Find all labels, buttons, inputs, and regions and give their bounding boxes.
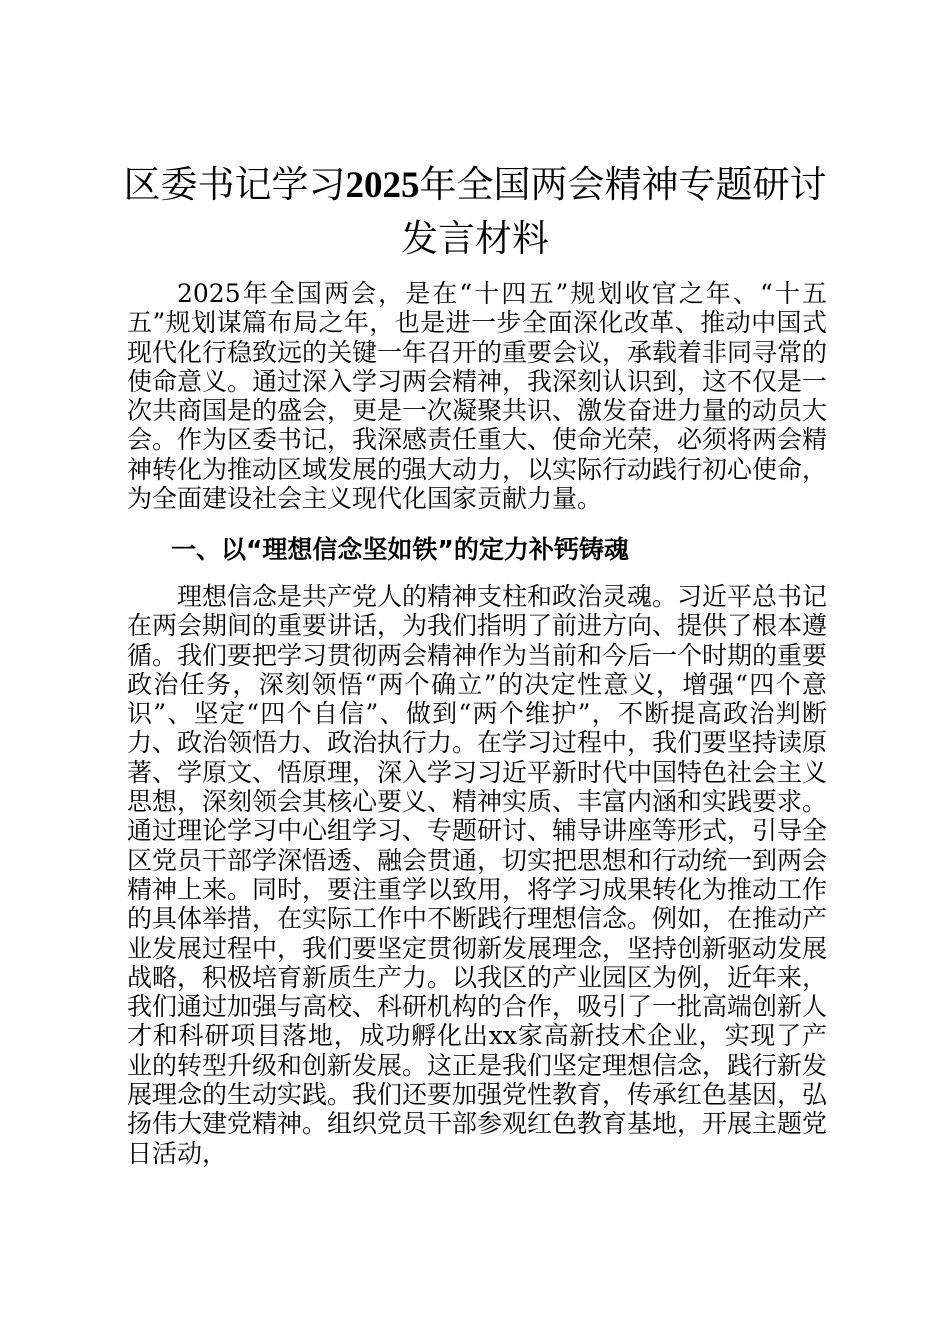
title-suffix: 年全国两会精神专题研讨发言材料 — [401, 163, 827, 260]
title-prefix: 区委书记学习 — [123, 163, 346, 206]
intro-paragraph: 2025年全国两会，是在“十四五”规划收官之年、“十五五”规划谋篇布局之年，也是进一步全面深化改革、推动中国式现代化行稳致远的关键一年召开的重要会议，承载着非同寻常的使命意义。通过深入学习两会精神，我深刻认识到，这不仅是一次共商国是的盛会，更是一次凝聚共识、激发奋进力量的动员大会。作为区委书记，我深感责任重大、使命光荣，必须将两会精神转化为推动区域发展的强大动力，以实际行动践行初心使命，为全面建设社会主义现代化国家贡献力量。 — [127, 279, 828, 514]
section-1-heading: 一、以“理想信念坚如铁”的定力补钙铸魂 — [171, 535, 629, 564]
title-year: 2025 — [345, 165, 420, 206]
document-title — [120, 158, 830, 265]
section-1-paragraph: 理想信念是共产党人的精神支柱和政治灵魂。习近平总书记在两会期间的重要讲话，为我们指明了前进方向、提供了根本遵循。我们要把学习贯彻两会精神作为当前和今后一个时期的重要政治任务，深刻领悟“两个确立”的决定性意义，增强“四个意识”、坚定“四个自信”、做到“两个维护”，不断提高政治判断力、政治领悟力、政治执行力。在学习过程中，我们要坚持读原著、学原文、悟原理，深入学习习近平新时代中国特色社会主义思想，深刻领会其核心要义、精神实质、丰富内涵和实践要求。通过理论学习中心组学习、专题研讨、辅导讲座等形式，引导全区党员干部学深悟透、融会贯通，切实把思想和行动统一到两会精神上来。同时，要注重学以致用，将学习成果转化为推动工作的具体举措，在实际工作中不断践行理想信念。例如，在推动产业发展过程中，我们要坚定贯彻新发展理念，坚持创新驱动发展战略，积极培育新质生产力。以我区的产业园区为例，近年来，我们通过加强与高校、科研机构的合作，吸引了一批高端创新人才和科研项目落地，成功孵化出xx家高新技术企业，实现了产业的转型升级和创新发展。这正是我们坚定理想信念，践行新发展理念的生动实践。我们还要加强党性教育，传承红色基因，弘扬伟大建党精神。组织党员干部参观红色教育基地，开展主题党日活动， — [127, 582, 828, 1168]
